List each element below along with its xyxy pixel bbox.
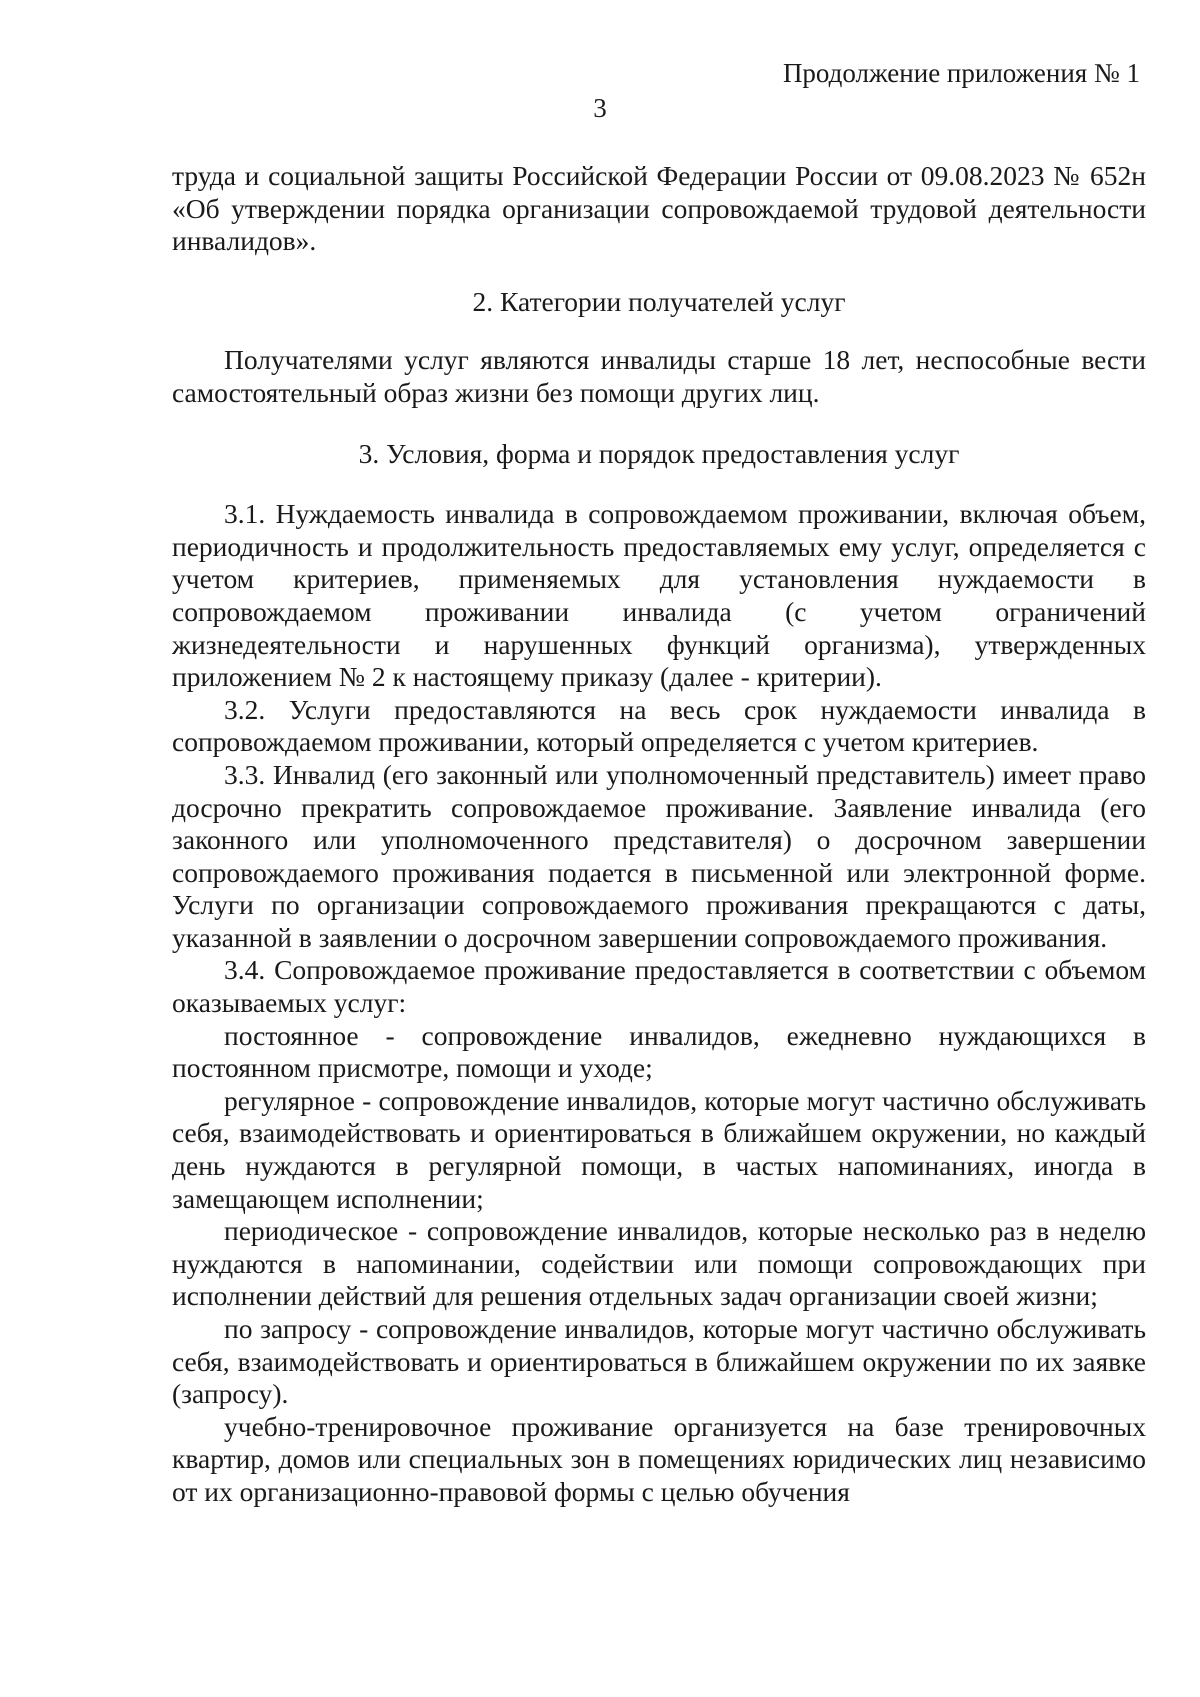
- paragraph-3-3: 3.3. Инвалид (его законный или уполномоченный представитель) имеет право досрочно прекратить сопровождаемое проживание. Заявление инвалида (его законного или уполномоченного представителя) о досрочном завершении сопровождаемого проживания подается в письменной или электронной форме. Услуги по организации сопровождаемого проживания прекращаются с даты, указанной в заявлении о досрочном завершении сопровождаемого проживания.: [172, 758, 1146, 953]
- document-body: [172, 160, 1146, 1509]
- paragraph-intro: труда и социальной защиты Российской Федерации России от 09.08.2023 № 652н «Об утверждении порядка организации сопровождаемой трудовой деятельности инвалидов».: [172, 160, 1146, 257]
- paragraph-on-request: по запросу - сопровождение инвалидов, которые могут частично обслуживать себя, взаимодействовать и ориентироваться в ближайшем окружении по их заявке (запросу).: [172, 1313, 1146, 1410]
- continuation-label: Продолжение приложения № 1: [782, 58, 1140, 88]
- section-heading-3: 3. Условия, форма и порядок предоставления услуг: [358, 437, 960, 469]
- paragraph-periodic: периодическое - сопровождение инвалидов, которые несколько раз в неделю нуждаются в напоминании, содействии или помощи сопровождающих при исполнении действий для решения отдельных задач организации своей жизни;: [172, 1215, 1146, 1312]
- paragraph-training: учебно-тренировочное проживание организуется на базе тренировочных квартир, домов или специальных зон в помещениях юридических лиц независимо от их организационно-правовой формы с целью обучения: [172, 1410, 1146, 1507]
- paragraph-permanent: постоянное - сопровождение инвалидов, ежедневно нуждающихся в постоянном присмотре, помощи и уходе;: [172, 1019, 1146, 1084]
- paragraph-recipients: Получателями услуг являются инвалиды старше 18 лет, неспособные вести самостоятельный образ жизни без помощи других лиц.: [172, 344, 1146, 408]
- page-number: 3: [593, 93, 607, 123]
- paragraph-regular: регулярное - сопровождение инвалидов, которые могут частично обслуживать себя, взаимодействовать и ориентироваться в ближайшем окружении, но каждый день нуждаются в регулярной помощи, в частых напоминаниях, иногда в замещающем исполнении;: [172, 1084, 1146, 1214]
- paragraph-3-4: 3.4. Сопровождаемое проживание предоставляется в соответствии с объемом оказываемых услуг:: [172, 954, 1146, 1019]
- section-heading-2: 2. Категории получателей услуг: [472, 285, 846, 317]
- paragraph-3-1: 3.1. Нуждаемость инвалида в сопровождаемом проживании, включая объем, периодичность и продолжительность предоставляемых ему услуг, определяется с учетом критериев, применяемых для установления нуждаемости в сопровождаемом проживании инвалида (с учетом ограничений жизнедеятельности и нарушенных функций организма), утвержденных приложением № 2 к настоящему приказу (далее - критерии).: [172, 498, 1146, 693]
- paragraph-3-2: 3.2. Услуги предоставляются на весь срок нуждаемости инвалида в сопровождаемом проживании, который определяется с учетом критериев.: [172, 693, 1146, 758]
